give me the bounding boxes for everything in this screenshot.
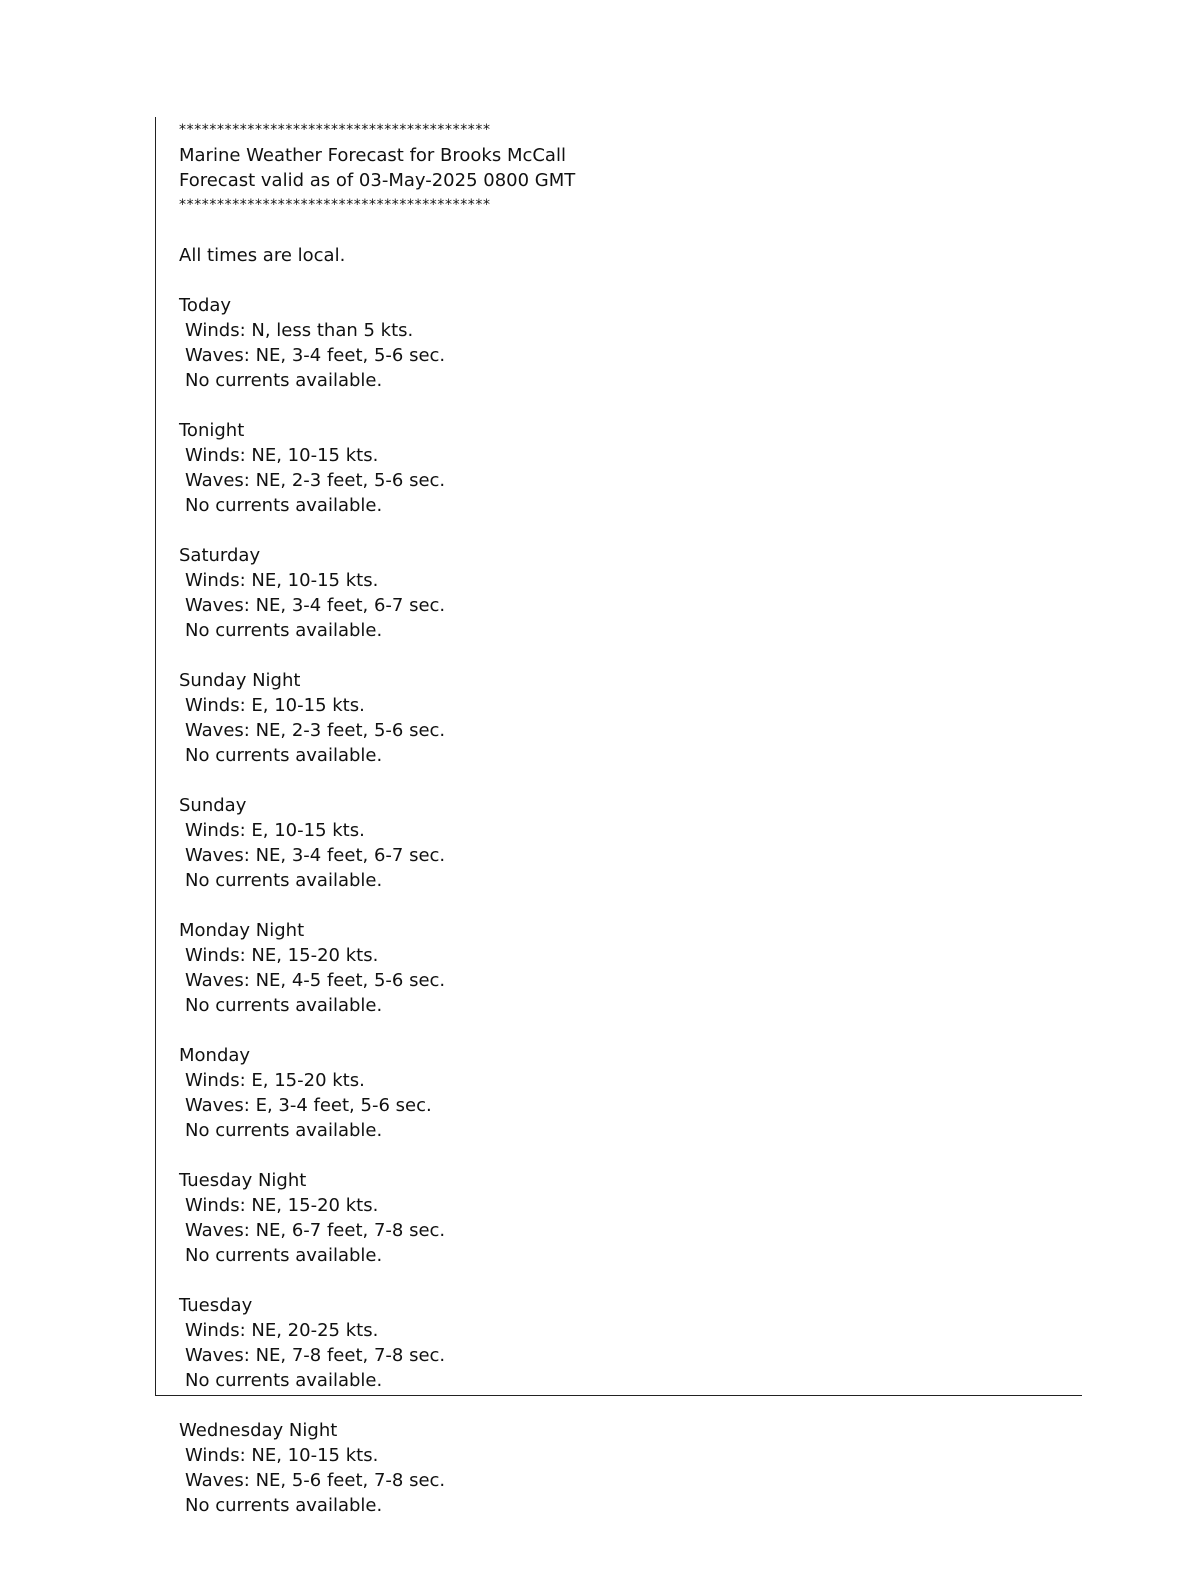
forecast-title: Marine Weather Forecast for Brooks McCall [179, 145, 566, 166]
forecast-period [179, 293, 1059, 418]
period-name: Wednesday Night [179, 1420, 338, 1441]
period-name: Sunday [179, 795, 247, 816]
period-winds: Winds: NE, 10-15 kts. [185, 445, 379, 466]
spacer [179, 893, 1059, 918]
period-waves: Waves: NE, 6-7 feet, 7-8 sec. [185, 1220, 446, 1241]
forecast-period [179, 1293, 1059, 1418]
period-winds: Winds: E, 10-15 kts. [185, 820, 365, 841]
left-margin-rule [155, 117, 156, 1396]
spacer [179, 1393, 1059, 1418]
forecast-period [179, 418, 1059, 543]
forecast-period [179, 1418, 1059, 1518]
period-name: Tuesday Night [179, 1170, 307, 1191]
period-winds: Winds: E, 15-20 kts. [185, 1070, 365, 1091]
spacer [179, 1018, 1059, 1043]
period-winds: Winds: NE, 15-20 kts. [185, 945, 379, 966]
period-currents: No currents available. [185, 870, 383, 891]
period-name: Tonight [179, 420, 245, 441]
period-name: Sunday Night [179, 670, 301, 691]
spacer [179, 1268, 1059, 1293]
spacer [179, 768, 1059, 793]
period-winds: Winds: NE, 15-20 kts. [185, 1195, 379, 1216]
forecast-document [179, 118, 1059, 1518]
period-currents: No currents available. [185, 995, 383, 1016]
period-waves: Waves: NE, 2-3 feet, 5-6 sec. [185, 470, 446, 491]
period-waves: Waves: NE, 4-5 feet, 5-6 sec. [185, 970, 446, 991]
forecast-period [179, 543, 1059, 668]
spacer [179, 268, 1059, 293]
period-currents: No currents available. [185, 1495, 383, 1516]
forecast-period [179, 1168, 1059, 1293]
period-currents: No currents available. [185, 745, 383, 766]
period-name: Saturday [179, 545, 261, 566]
period-waves: Waves: NE, 5-6 feet, 7-8 sec. [185, 1470, 446, 1491]
period-winds: Winds: NE, 20-25 kts. [185, 1320, 379, 1341]
period-currents: No currents available. [185, 1370, 383, 1391]
forecast-period [179, 668, 1059, 793]
period-currents: No currents available. [185, 495, 383, 516]
spacer [179, 518, 1059, 543]
spacer [179, 643, 1059, 668]
spacer [179, 1143, 1059, 1168]
local-time-note: All times are local. [179, 245, 346, 266]
period-waves: Waves: E, 3-4 feet, 5-6 sec. [185, 1095, 432, 1116]
period-waves: Waves: NE, 3-4 feet, 6-7 sec. [185, 845, 446, 866]
period-name: Monday Night [179, 920, 305, 941]
forecast-valid-time: Forecast valid as of 03-May-2025 0800 GMT [179, 170, 576, 191]
period-winds: Winds: NE, 10-15 kts. [185, 1445, 379, 1466]
forecast-period [179, 1043, 1059, 1168]
spacer [179, 393, 1059, 418]
period-currents: No currents available. [185, 1245, 383, 1266]
period-winds: Winds: E, 10-15 kts. [185, 695, 365, 716]
period-winds: Winds: N, less than 5 kts. [185, 320, 414, 341]
forecast-period [179, 918, 1059, 1043]
period-currents: No currents available. [185, 620, 383, 641]
period-name: Tuesday [179, 1295, 253, 1316]
header-stars-top: ***************************************** [179, 122, 491, 138]
period-name: Monday [179, 1045, 251, 1066]
spacer [179, 218, 1059, 243]
period-waves: Waves: NE, 7-8 feet, 7-8 sec. [185, 1345, 446, 1366]
period-name: Today [179, 295, 232, 316]
period-currents: No currents available. [185, 370, 383, 391]
period-waves: Waves: NE, 2-3 feet, 5-6 sec. [185, 720, 446, 741]
period-waves: Waves: NE, 3-4 feet, 5-6 sec. [185, 345, 446, 366]
header-stars-bottom: ***************************************** [179, 197, 491, 213]
period-currents: No currents available. [185, 1120, 383, 1141]
forecast-period [179, 793, 1059, 918]
period-waves: Waves: NE, 3-4 feet, 6-7 sec. [185, 595, 446, 616]
period-winds: Winds: NE, 10-15 kts. [185, 570, 379, 591]
